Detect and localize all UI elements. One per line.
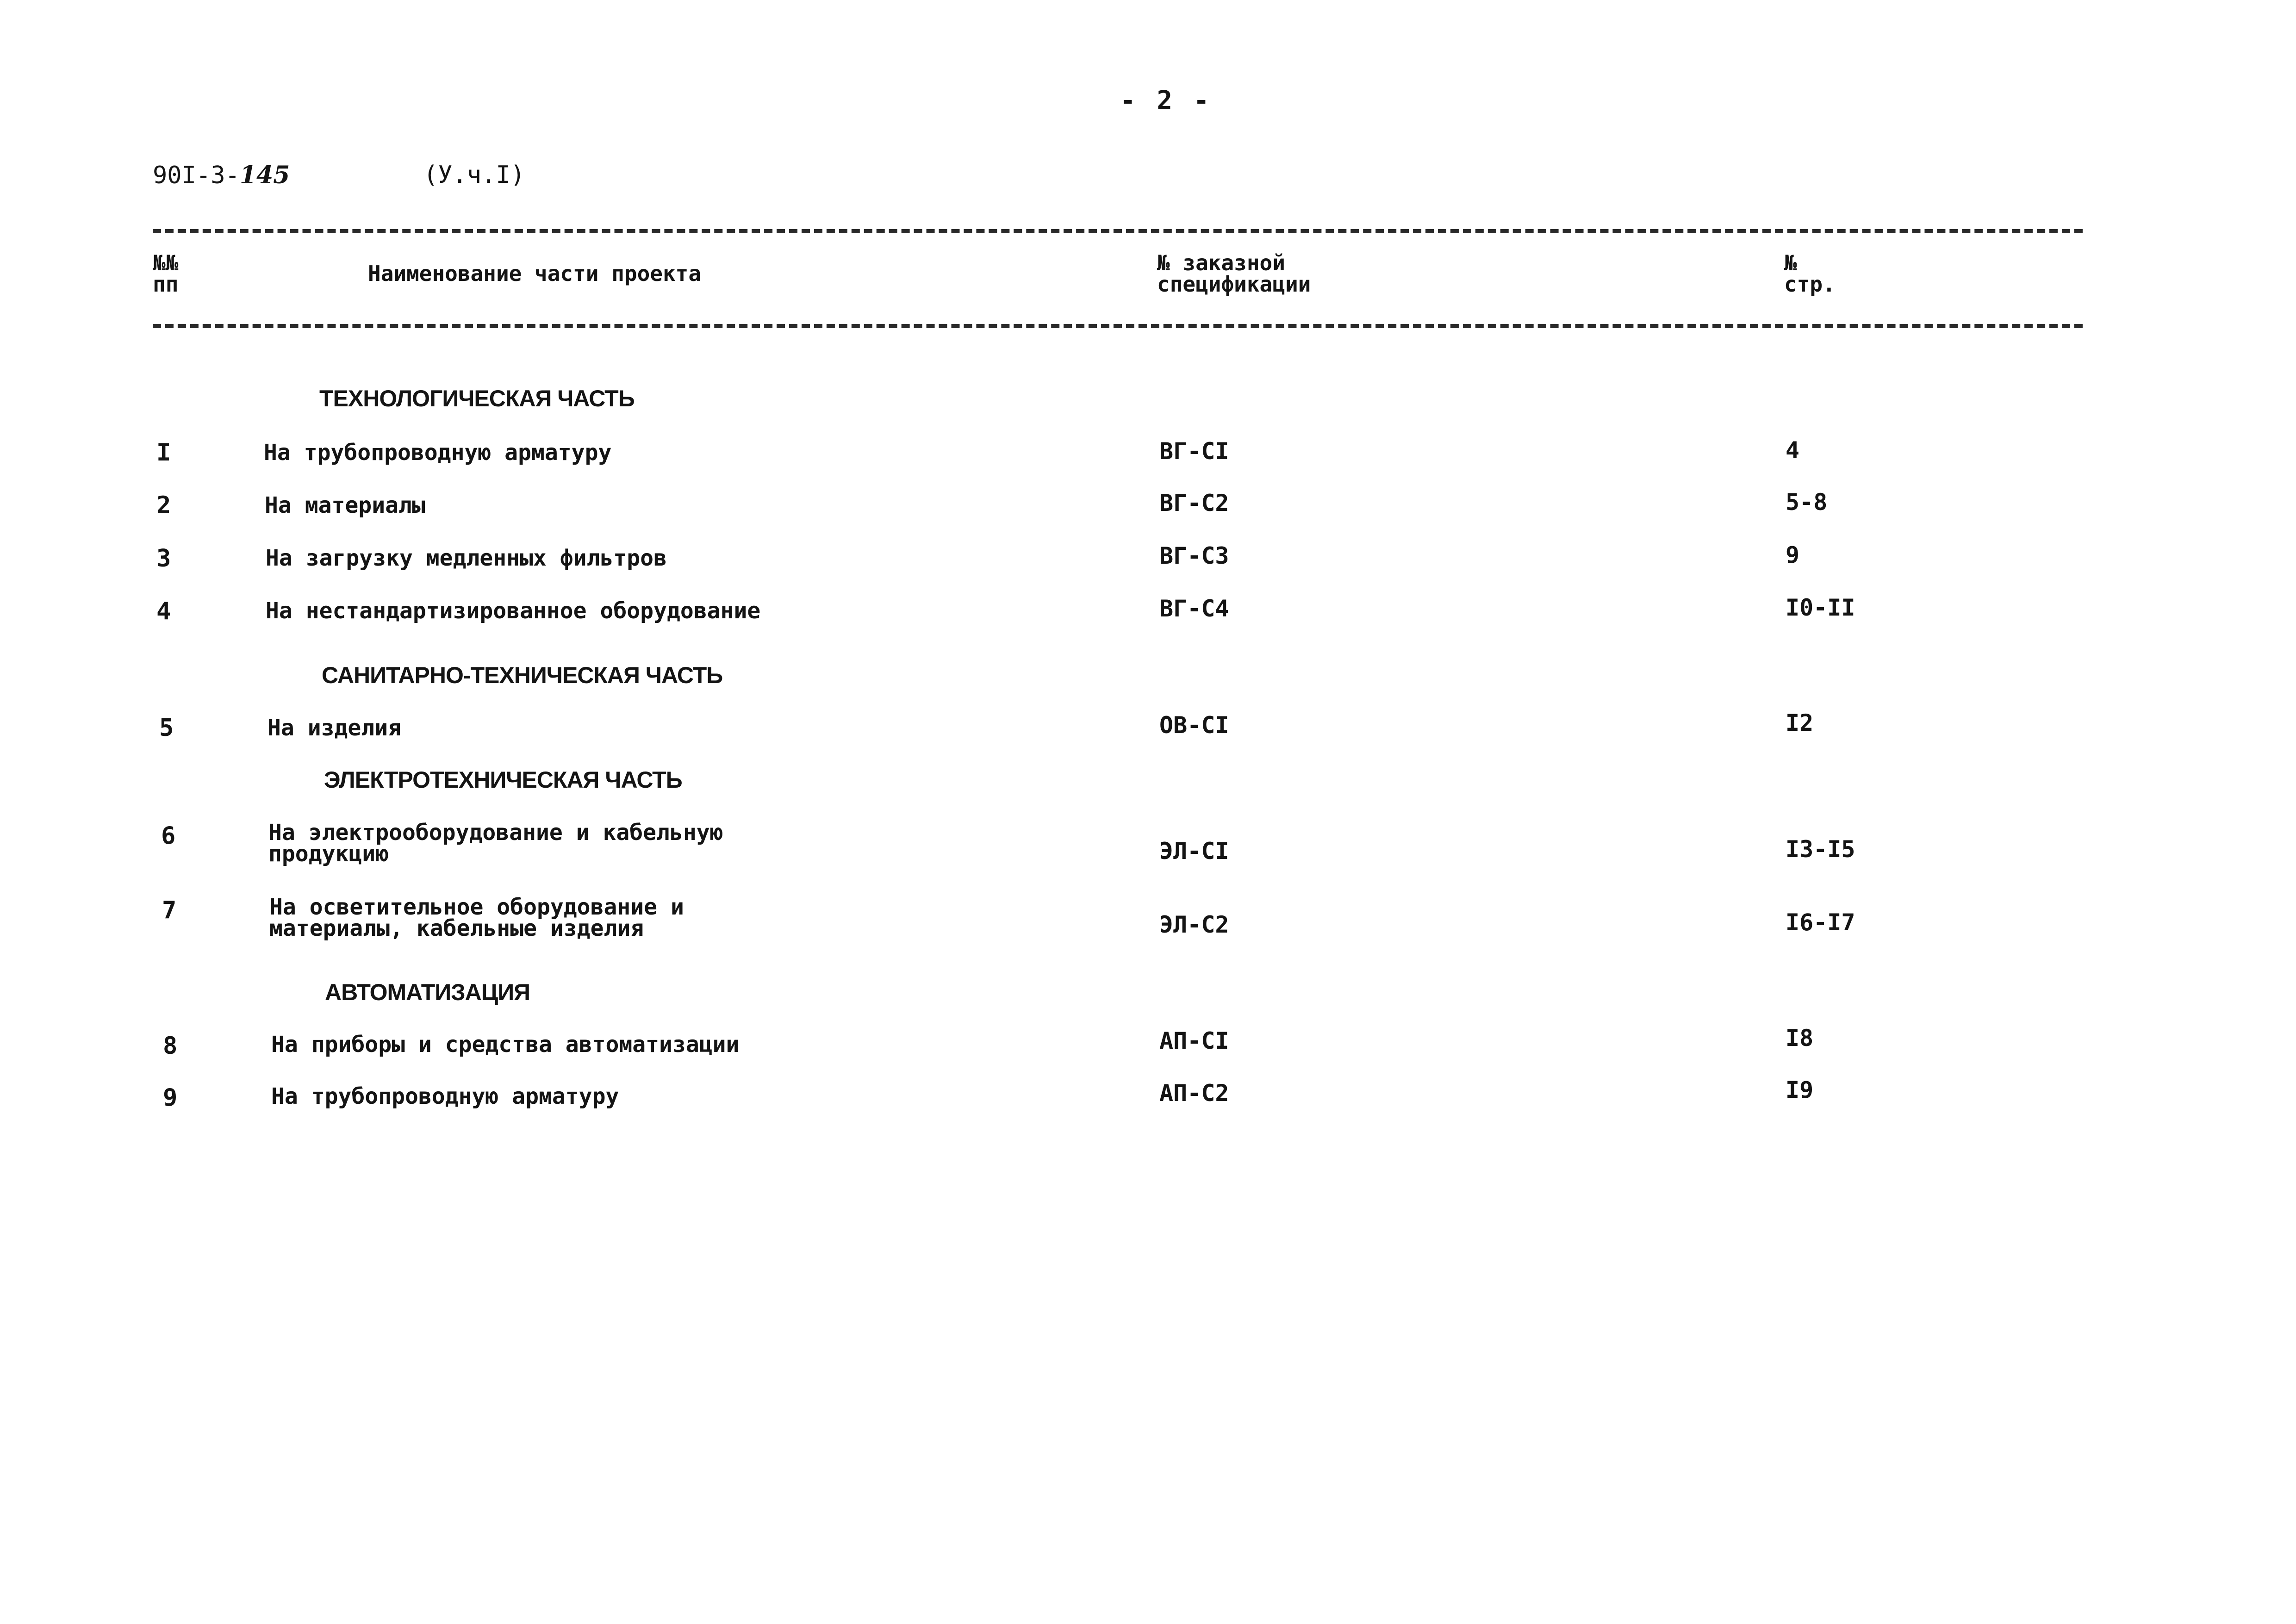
column-header-number <box>153 252 178 295</box>
column-header-page <box>1784 252 1836 295</box>
row-name: На осветительное оборудование и материалы, кабельные изделия <box>269 894 684 941</box>
row-number: 6 <box>161 822 176 850</box>
row-spec: ВГ-СI <box>1159 438 1229 465</box>
row-page: I3-I5 <box>1786 836 1855 863</box>
row-number: 7 <box>162 896 177 924</box>
row-spec: ОВ-СI <box>1159 712 1229 739</box>
row-page: I2 <box>1786 709 1814 736</box>
column-header-spec <box>1157 252 1311 295</box>
row-page: I9 <box>1786 1076 1814 1103</box>
row-name: На материалы <box>265 492 425 518</box>
row-name: На трубопроводную арматуру <box>264 440 612 466</box>
document-code-printed: 90I-3- <box>153 162 240 189</box>
row-spec: ВГ-С2 <box>1159 490 1229 516</box>
row-number: I <box>156 439 171 467</box>
section-title: АВТОМАТИЗАЦИЯ <box>325 979 530 1005</box>
row-number: 2 <box>156 492 171 519</box>
row-number: 8 <box>163 1032 178 1060</box>
row-spec: ВГ-С3 <box>1159 542 1229 569</box>
column-header-spec-line-1: № заказной <box>1157 250 1285 275</box>
table-header-rule <box>153 324 2083 328</box>
document-code-handwritten: 145 <box>239 161 290 189</box>
row-name: На электрооборудование и кабельную продукцию <box>268 820 723 867</box>
row-page: 5-8 <box>1786 489 1828 516</box>
row-page: I8 <box>1786 1025 1814 1052</box>
section-title: ТЕХНОЛОГИЧЕСКАЯ ЧАСТЬ <box>319 386 635 411</box>
row-number: 3 <box>156 545 171 572</box>
row-name: На приборы и средства автоматизации <box>271 1032 740 1058</box>
row-number: 5 <box>159 714 174 742</box>
row-page: I0-II <box>1786 594 1855 621</box>
document-code <box>153 161 290 189</box>
column-header-name: Наименование части проекта <box>368 261 702 286</box>
row-name: На нестандартизированное оборудование <box>266 598 761 624</box>
section-title: САНИТАРНО-ТЕХНИЧЕСКАЯ ЧАСТЬ <box>322 662 723 688</box>
column-header-spec-line-2: спецификации <box>1157 272 1311 297</box>
document-part: (У.ч.I) <box>423 161 525 189</box>
row-spec: ЭЛ-СI <box>1159 838 1229 865</box>
row-spec: АП-СI <box>1159 1027 1229 1054</box>
column-header-number-line-1: №№ <box>153 250 179 275</box>
row-name: На трубопроводную арматуру <box>271 1083 619 1109</box>
row-name: На загрузку медленных фильтров <box>266 545 667 571</box>
table-top-rule <box>153 229 2083 233</box>
column-header-page-line-1: № <box>1784 250 1797 275</box>
section-title: ЭЛЕКТРОТЕХНИЧЕСКАЯ ЧАСТЬ <box>324 767 682 793</box>
row-spec: АП-С2 <box>1159 1080 1229 1107</box>
row-page: 4 <box>1786 437 1800 464</box>
column-header-number-line-2: пп <box>153 272 179 297</box>
column-header-page-line-2: стр. <box>1784 272 1836 297</box>
row-page: 9 <box>1786 541 1800 568</box>
row-name: На изделия <box>268 715 401 741</box>
row-page: I6-I7 <box>1786 909 1855 936</box>
row-number: 4 <box>156 597 171 625</box>
row-spec: ЭЛ-С2 <box>1159 911 1229 938</box>
row-spec: ВГ-С4 <box>1159 595 1229 622</box>
page-number: - 2 - <box>1120 86 1212 116</box>
row-number: 9 <box>163 1084 178 1112</box>
